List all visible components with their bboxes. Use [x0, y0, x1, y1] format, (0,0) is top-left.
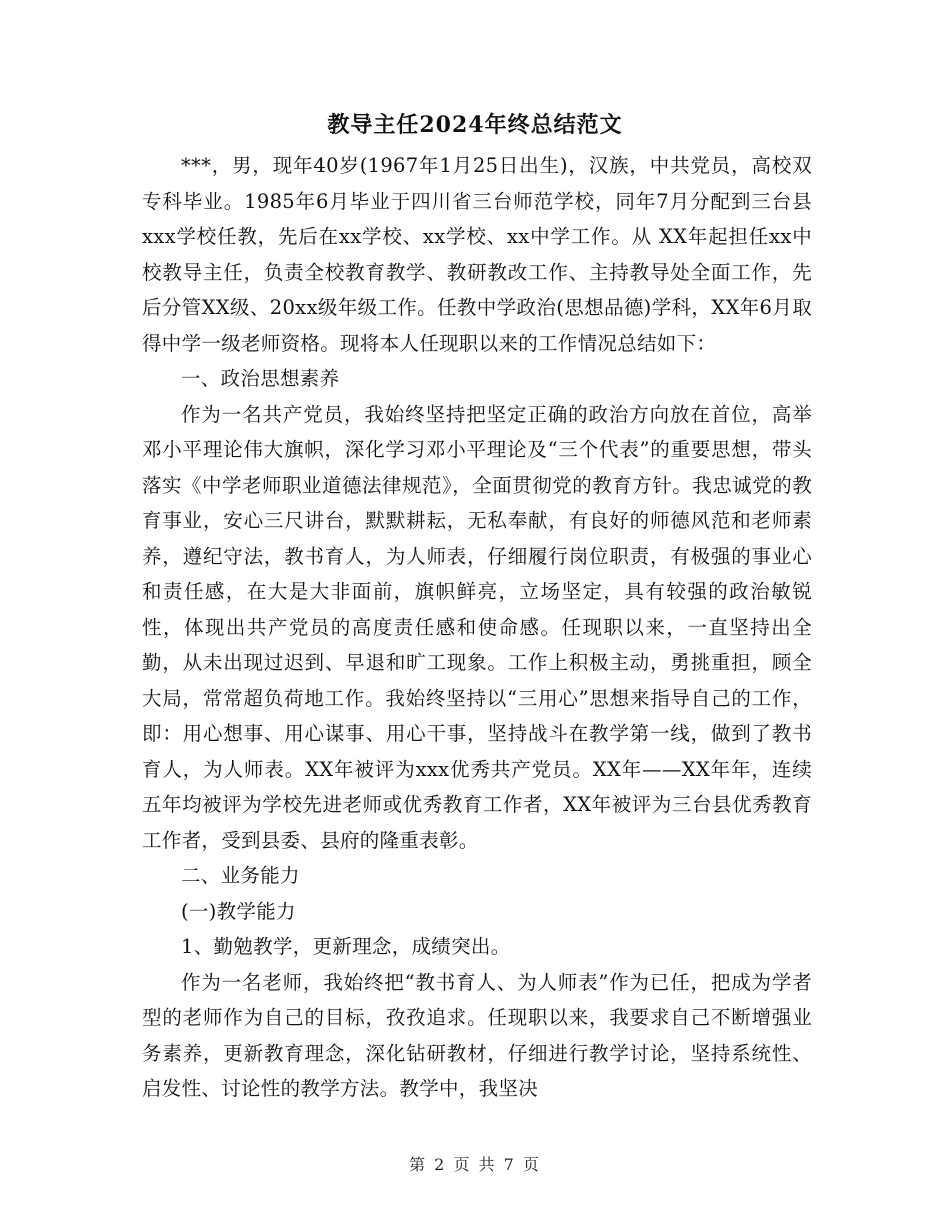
section-heading-ability: 二、业务能力	[181, 864, 300, 887]
item-heading-diligent-teaching: 1、勤勉教学，更新理念，成绩突出。	[181, 935, 511, 958]
paragraph-politics: 作为一名共产党员，我始终坚持把坚定正确的政治方向放在首位，高举邓小平理论伟大旗帜，深化学习邓小平理论及“三个代表”的重要思想，带头落实《中学老师职业道德法律规范》，全面贯彻党的教育方针。我忠诚党的教育事业，安心三尺讲台，默默耕耘，无私奉献，有良好的师德风范和老师素养，遵纪守法，教书育人，为人师表，仔细履行岗位职责，有极强的事业心和责任感，在大是大非面前，旗帜鲜亮，立场坚定，具有较强的政治敏锐性，体现出共产党员的高度责任感和使命感。任现职以来，一直坚持出全勤，从未出现过迟到、早退和旷工现象。工作上积极主动，勇挑重担，顾全大局，常常超负荷地工作。我始终坚持以“三用心”思想来指导自己的工作，即：用心想事、用心谋事、用心干事，坚持战斗在教学第一线，做到了教书育人，为人师表。XX年被评为xxx优秀共产党员。XX年——XX年年，连续五年均被评为学校先进老师或优秀教育工作者，XX年被评为三台县优秀教育工作者，受到县委、县府的隆重表彰。	[142, 402, 812, 852]
subsection-heading-teaching: (一)教学能力	[181, 899, 296, 923]
section-heading-politics: 一、政治思想素养	[181, 367, 340, 390]
paragraph-teaching: 作为一名老师，我始终把“教书育人、为人师表”作为已任，把成为学者型的老师作为自己的目标，孜孜追求。任现职以来，我要求自己不断增强业务素养，更新教育理念，深化钻研教材，仔细进行教学讨论，坚持系统性、启发性、讨论性的教学方法。教学中，我坚决	[142, 970, 812, 1100]
paragraph-intro: ***，男，现年40岁(1967年1月25日出生)，汉族，中共党员，高校双专科毕业。1985年6月毕业于四川省三台师范学校，同年7月分配到三台县xxx学校任教，先后在xx学校、xx学校、xx中学工作。从 XX年起担任xx中校教导主任，负责全校教育教学、教研教改工作、主持教导处全面工作，先后分管XX级、20xx级年级工作。任教中学政治(思想品德)学科，XX年6月取得中学一级老师资格。现将本人任现职以来的工作情况总结如下：	[142, 154, 812, 355]
page-footer: 第 2 页 共 7 页	[409, 1155, 541, 1174]
document-body	[142, 148, 812, 1107]
document-title: 教导主任2024年终总结范文	[327, 112, 623, 138]
